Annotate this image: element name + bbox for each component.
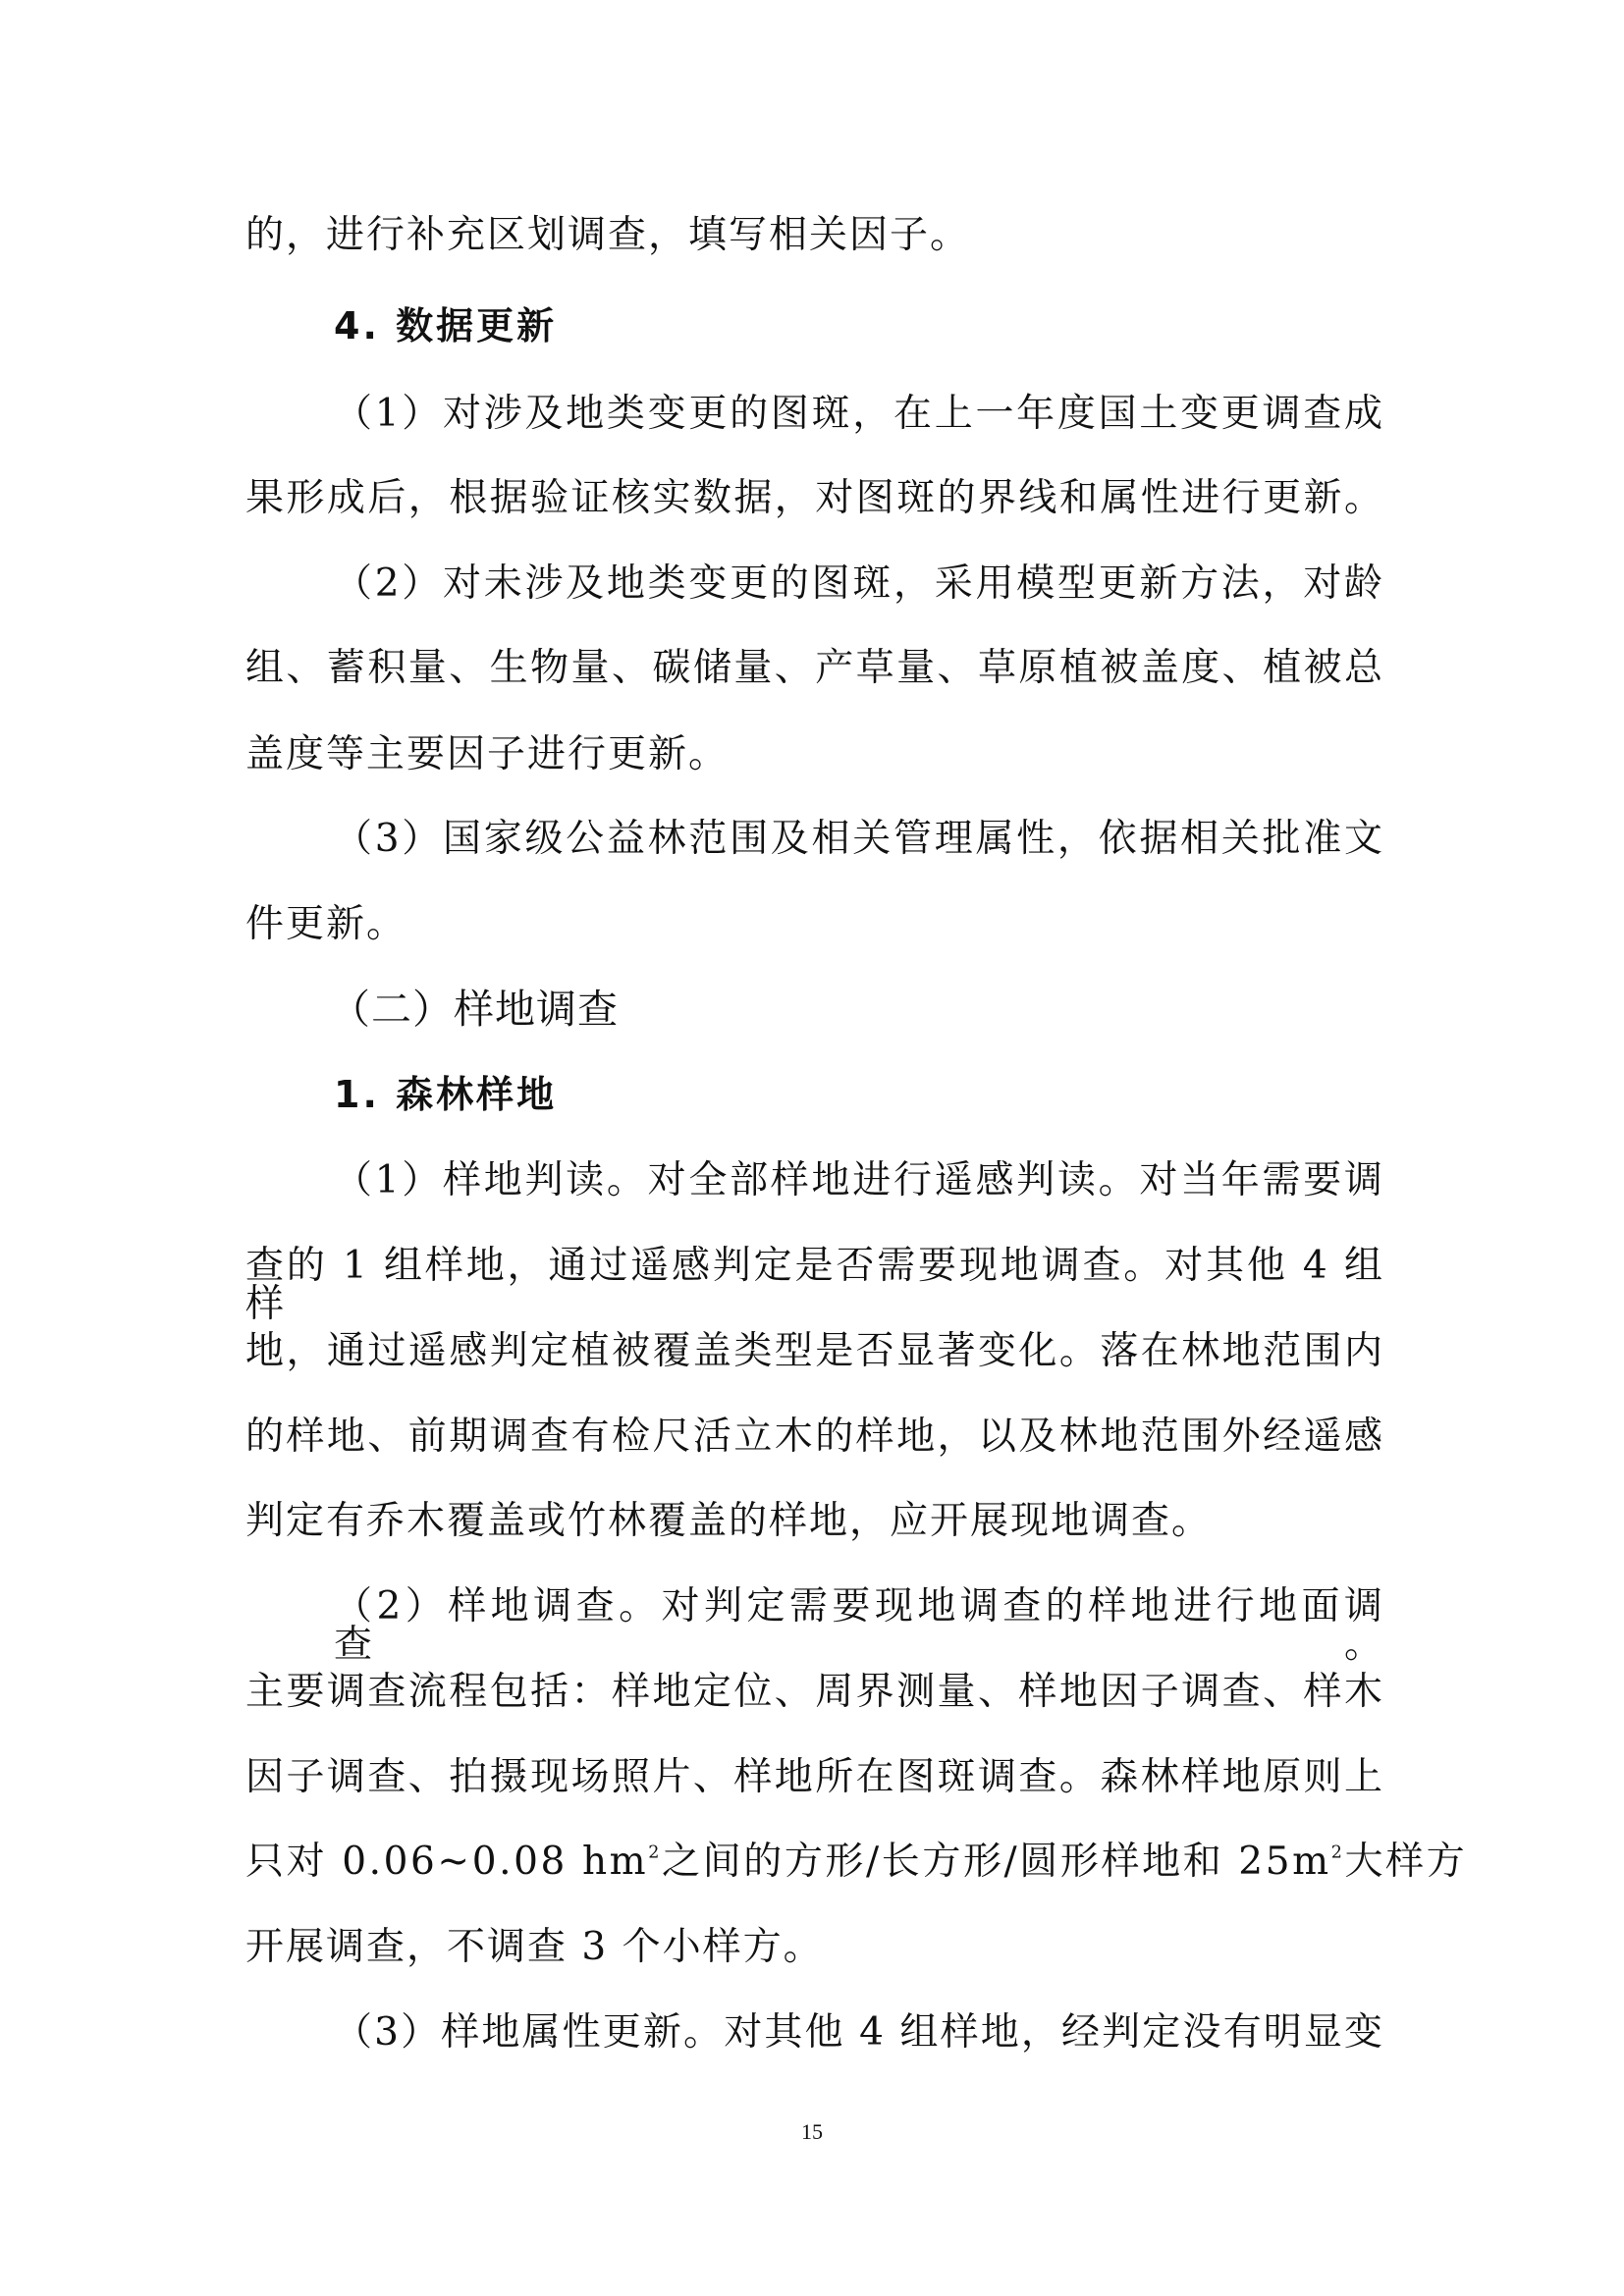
text-segment: 之间的方形/长方形/圆形样地和 25m [662, 1840, 1331, 1884]
paragraph-line: （3）样地属性更新。对其他 4 组样地，经判定没有明显变 [334, 2010, 1384, 2055]
paragraph-line: 的样地、前期调查有检尺活立木的样地，以及林地范围外经遥感 [245, 1415, 1384, 1459]
paragraph-line: 的，进行补充区划调查，填写相关因子。 [245, 213, 971, 257]
paragraph-line [245, 1840, 1468, 1884]
paragraph-line: 判定有乔木覆盖或竹林覆盖的样地，应开展现地调查。 [245, 1499, 1213, 1543]
paragraph-line: 查的 1 组样地，通过遥感判定是否需要现地调查。对其他 4 组样 [245, 1244, 1384, 1326]
text-segment: 大样方 [1344, 1840, 1468, 1884]
heading-data-update: 4. 数据更新 [334, 304, 558, 347]
paragraph-line: 组、蓄积量、生物量、碳储量、产草量、草原植被盖度、植被总 [245, 646, 1384, 690]
paragraph-line: （1）对涉及地类变更的图斑，在上一年度国土变更调查成 [334, 392, 1384, 436]
page-number: 15 [801, 2119, 823, 2144]
paragraph-line: （2）对未涉及地类变更的图斑，采用模型更新方法，对龄 [334, 561, 1384, 606]
superscript: 2 [648, 1842, 663, 1863]
superscript: 2 [1330, 1842, 1345, 1863]
paragraph-line: 地，通过遥感判定植被覆盖类型是否显著变化。落在林地范围内 [245, 1329, 1384, 1373]
text-segment: 只对 0.06~0.08 hm [245, 1840, 649, 1884]
paragraph-line: 果形成后，根据验证核实数据，对图斑的界线和属性进行更新。 [245, 476, 1384, 520]
paragraph-line: （3）国家级公益林范围及相关管理属性，依据相关批准文 [334, 817, 1384, 861]
heading-section-plot-survey: （二）样地调查 [330, 986, 619, 1033]
paragraph-line: 因子调查、拍摄现场照片、样地所在图斑调查。森林样地原则上 [245, 1755, 1384, 1799]
paragraph-line: （1）样地判读。对全部样地进行遥感判读。对当年需要调 [334, 1158, 1384, 1202]
heading-forest-plots: 1. 森林样地 [334, 1073, 558, 1116]
paragraph-line: 开展调查，不调查 3 个小样方。 [245, 1925, 824, 1969]
paragraph-line: 件更新。 [245, 902, 407, 946]
paragraph-line: 盖度等主要因子进行更新。 [245, 732, 730, 776]
paragraph-line: 主要调查流程包括：样地定位、周界测量、样地因子调查、样木 [245, 1670, 1384, 1714]
paragraph-line: （2）样地调查。对判定需要现地调查的样地进行地面调查。 [334, 1584, 1384, 1667]
